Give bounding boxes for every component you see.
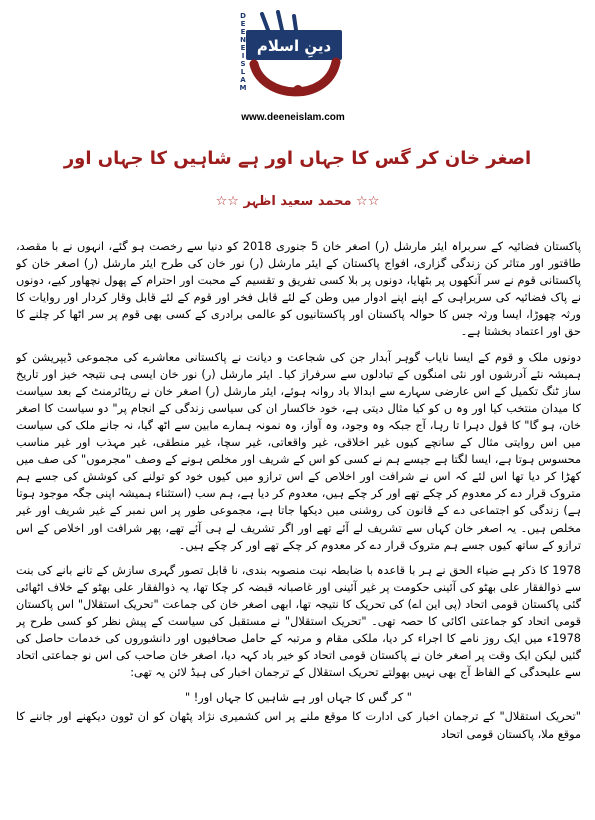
author-star-right: ☆☆	[356, 194, 380, 209]
article-paragraph: "تحریک استقلال" کے ترجمان اخبار کی ادارت کا موقع ملنے پر اس کشمیری نژاد پٹھان کو ان ٹوون دیکھنے اور جاننے کا موقع ملا، پاکستان قومی اتحاد	[16, 710, 581, 741]
article-paragraph: 1978 کا ذکر ہے ضیاء الحق نے ہر با قاعدہ با ضابطہ نیت منصوبہ بندی، نا قابل تصور گہری سازش کے تانے بانے کی بنت سے ذوالفقار علی بھٹو کی آئینی حکومت پر غیر آئینی اور غاصبانہ قبضہ کر چکا تھا، یہ ذوالفقار علی بھٹو کے خلاف اٹھائی گئی پاکستان قومی اتحاد (پی این اے) کی تحریک کا نتیجہ تھا، ابھی اصغر خان کی جماعت "تحریک استقلال" اس پاکستان قومی اتحاد کو جماعتی اکائی کا حصہ تھی۔ "تحریک استقلال" نے مستقبل کی سیاست کے پیش نظر کو کسی طرح پر 1978ء میں ایک روز نامے کا اجراء کر دیا، ملکی مقام و مرتبہ کے حامل صحافیوں اور دانشوروں کی خدمات حاصل کی گئیں لیکن ایک وقت پر اصغر خان نے پاکستان قومی اتحاد کو خیر باد کہہ دیا، اصغر خان صاحب کی اس نو جماعتی اتحاد سے علیحدگی کے الفاظ آج بھی نہیں بھولتے تحریک استقلال کے ترجمان اخبار کی ہیڈ لائن یہ تھی:	[16, 563, 581, 680]
site-logo[interactable]	[232, 4, 354, 123]
author-star-left: ☆☆	[215, 194, 239, 209]
logo-mark	[232, 4, 354, 110]
article-paragraph: دونوں ملک و قوم کے ایسا نایاب گوہر آبدار جن کی شجاعت و دیانت نے پاکستانی معاشرے کی مجموعی ڈیپریشن کو ہمیشہ نئے آدرشوں اور نئی امنگوں کے تبادلوں سے سرفراز کیا۔ ایئر مارشل (ر) نور خان ایسی ہی نتیجہ خیز اور تاریخ ساز ٹنگ تکمیل کے اس عارضی سہارے سے ابدالا باد روانہ ہوئے، ایئر مارشل (ر) اصغر خان نے ریٹائرمنٹ کے بعد سیاست کا میدان منتخب کیا اور وہ ں کو کیا مثال دیتی ہے، خود خاکسار ان کی سیاسی زندگی کے انجام پر" دو سیاست کا اصغر خان، ہو گا" کا قول دہرا تا رہا، آج جبکہ وہ وجود، وہ آواز، وہ نمونہ ہمارے مابین سے اٹھ گیا، نہ جانے ملک کی سیاست میں اس روایتی مثال کے سانچے کیوں غیر اخلاقی، غیر واقعاتی، غیر سچا، غیر منطقی، غیر مہذب اور غیر مناسب محسوس ہوتا ہے، ایسا لگتا ہے جیسے ہم نے کسی کو اس کے شریف اور مخلص ہونے کے وصف "مجرموں" کی صف میں کھڑا کر دیا تھا اس لئے کہ اس نے شرافت اور اخلاص کے اس ترازو میں کیوں خود کو تولنے کی کوشش کی جسے ہم متروک قرار دے کر معدوم کر چکے تھے اور کر چکے ہیں، معدوم کر دیا ہے، ہم سب (استثناء ہمیشہ اپنی جگہ موجود ہوتا ہے) زندگی کو اجتماعی دے کے قانون کی روشنی میں دیکھا جاتا ہے، مجموعی طور پر اس نمبر کے غیر شریف اور غیر مخلص ہیں۔ یہ اصغر خان کہاں سے تشریف لے آئے تھے اور اگر تشریف لے ہی آئے تھے، پھر شرافت اور اخلاص کے اس ترازو کے ساتھ کیوں جسے ہم متروک قرار دے کر معدوم کر چکے تھے اور کر چکے ہیں۔	[16, 350, 581, 552]
article-body	[16, 238, 581, 816]
logo-wordmark: دینِ اسلام	[256, 37, 332, 55]
logo-vertical-text: D E E N E I S L A M	[239, 12, 247, 92]
author-line	[60, 194, 535, 209]
author-name: محمد سعید اظہر	[243, 194, 352, 209]
article-paragraph: پاکستان فضائیہ کے سربراہ ایئر مارشل (ر) اصغر خان 5 جنوری 2018 کو دنیا سے رخصت ہو گئے، انہوں نے با مقصد، طاقتور اور متاثر کن زندگی گزاری، افواج پاکستان کے ایئر مارشل (ر) نور خان کی طرح ایئر مارشل (ر) اصغر خان کو پاکستانی قوم نے سر آنکھوں پر بٹھایا، دونوں پر بلا کسی تفریق و تقسیم کے محبت اور احترام کے پھول نچھاور کیے، دونوں نے پاک فضائیہ کی سربراہی کے اپنے اپنے ادوار میں وطن کے لئے قابل فخر اور قوم کے لئے قابل وقار کردار اور روایات کا ورثہ چھوڑا، ایسا ورثہ جس کا حوالہ پاکستان اور پاکستانیوں کو عالمی برادری کے کسی بھی قوم پر سر اٹھا کر چلنے کا حق اور اعتماد بخشتا ہے۔	[16, 240, 581, 339]
site-url[interactable]: www.deeneislam.com	[241, 112, 345, 123]
logo-strokes	[262, 12, 296, 30]
article-title: اصغر خان کر گس کا جہاں اور ہے شاہیں کا جہاں اور	[63, 148, 532, 169]
logo-dot	[293, 85, 303, 95]
headline-quote: " کر گس کا جہاں اور ہے شاہیں کا جہاں اور! "	[184, 691, 412, 705]
